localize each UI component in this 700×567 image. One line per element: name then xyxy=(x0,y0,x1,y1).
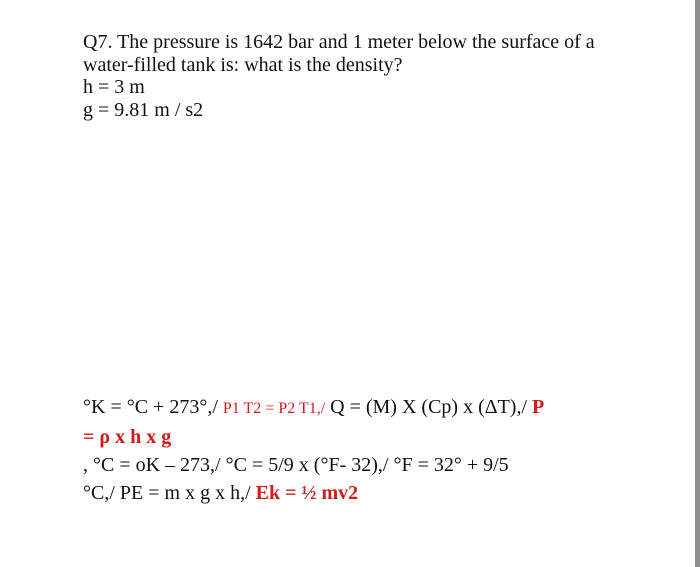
pressure-formula-start: P xyxy=(532,396,545,418)
question-block xyxy=(83,31,643,121)
question-text-line-2: water-filled tank is: what is the density? xyxy=(83,53,403,76)
temperature-conversions: , °C = oK – 273,/ °C = 5/9 x (°F- 32),/ °F = 32° + 9/5 xyxy=(83,454,509,476)
scrollbar-edge xyxy=(695,0,700,567)
kinetic-energy-formula: Ek = ½ mv2 xyxy=(255,482,359,504)
formula-line-2 xyxy=(83,423,643,451)
formula-sheet xyxy=(83,393,643,507)
question-text-line-1: Q7. The pressure is 1642 bar and 1 meter below the surface of a xyxy=(83,31,595,53)
formula-line-4 xyxy=(83,479,643,507)
gas-law-formula: P1 T2 = P2 T1,/ xyxy=(222,400,326,417)
given-gravity: g = 9.81 m / s2 xyxy=(83,98,204,121)
formula-line-1 xyxy=(83,393,643,423)
formula-line-3 xyxy=(83,451,643,479)
heat-formula: Q = (M) X (Cp) x (ΔT),/ xyxy=(325,396,533,418)
given-height: h = 3 m xyxy=(83,76,145,98)
kelvin-formula: °K = °C + 273°,/ xyxy=(83,396,223,418)
pressure-formula-rest: = ρ x h x g xyxy=(83,426,172,448)
potential-energy-formula: °C,/ PE = m x g x h,/ xyxy=(83,482,256,504)
